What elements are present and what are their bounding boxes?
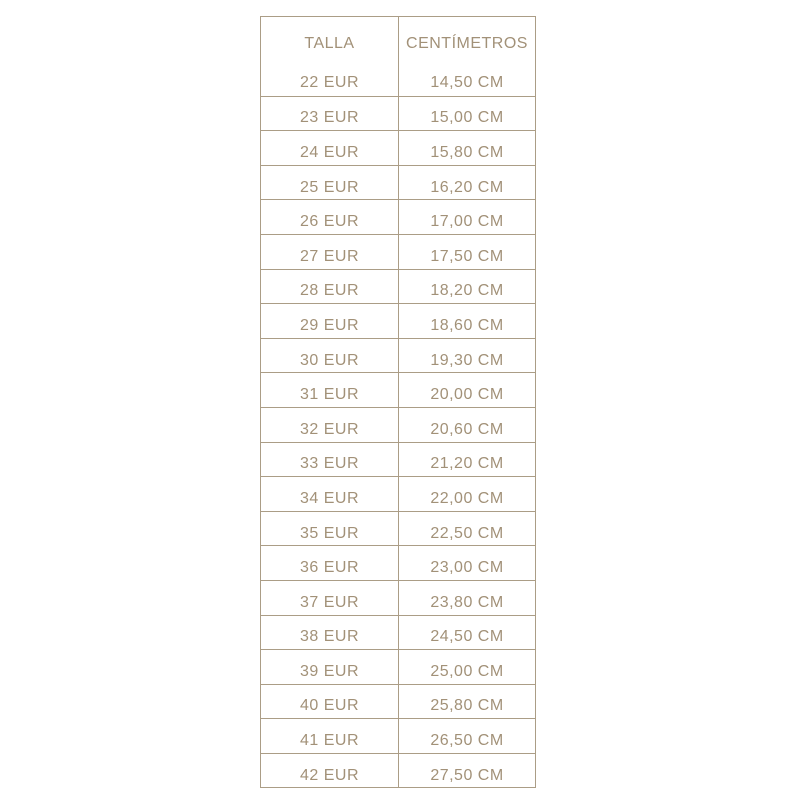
size-cell: 40 EUR [261, 685, 399, 719]
table-row [261, 96, 535, 131]
cm-cell: 22,00 CM [430, 489, 504, 507]
cm-cell: 17,00 CM [430, 213, 504, 231]
size-cell: 24 EUR [261, 131, 399, 165]
cm-cell: 14,50 CM [430, 74, 504, 92]
table-body [261, 61, 535, 787]
cm-cell: 24,50 CM [430, 628, 504, 646]
size-cell: 31 EUR [261, 373, 399, 407]
table-row [261, 649, 535, 684]
table-row [261, 199, 535, 234]
size-cell: 30 EUR [261, 339, 399, 373]
size-cell: 34 EUR [261, 477, 399, 511]
table-row [261, 130, 535, 165]
size-cell: 26 EUR [261, 200, 399, 234]
cm-cell: 22,50 CM [430, 524, 504, 542]
cm-cell: 25,80 CM [430, 697, 504, 715]
size-cell: 33 EUR [261, 443, 399, 477]
table-row [261, 303, 535, 338]
table-row [261, 407, 535, 442]
cm-cell: 17,50 CM [430, 247, 504, 265]
size-cell: 25 EUR [261, 166, 399, 200]
size-cell: 42 EUR [261, 754, 399, 788]
table-row [261, 753, 535, 788]
column-header-talla: TALLA [261, 17, 399, 61]
table-row [261, 372, 535, 407]
size-cell: 37 EUR [261, 581, 399, 615]
table-header-row [261, 17, 535, 61]
table-row [261, 338, 535, 373]
column-header-centimetros: CENTÍMETROS [406, 35, 528, 52]
cm-cell: 27,50 CM [430, 766, 504, 784]
table-row [261, 165, 535, 200]
table-row [261, 718, 535, 753]
cm-cell: 20,00 CM [430, 386, 504, 404]
cm-cell: 23,00 CM [430, 559, 504, 577]
table-row [261, 234, 535, 269]
table-row [261, 545, 535, 580]
size-cell: 29 EUR [261, 304, 399, 338]
table-row [261, 684, 535, 719]
cm-cell: 26,50 CM [430, 732, 504, 750]
cm-cell: 18,20 CM [430, 282, 504, 300]
size-cell: 32 EUR [261, 408, 399, 442]
size-cell: 41 EUR [261, 719, 399, 753]
cm-cell: 21,20 CM [430, 455, 504, 473]
cm-cell: 16,20 CM [430, 178, 504, 196]
table-row [261, 580, 535, 615]
size-cell: 22 EUR [261, 61, 399, 96]
size-cell: 27 EUR [261, 235, 399, 269]
table-row [261, 511, 535, 546]
cm-cell: 18,60 CM [430, 316, 504, 334]
table-row [261, 442, 535, 477]
cm-cell: 19,30 CM [430, 351, 504, 369]
cm-cell: 25,00 CM [430, 662, 504, 680]
cm-cell: 23,80 CM [430, 593, 504, 611]
size-cell: 23 EUR [261, 97, 399, 131]
table-row [261, 476, 535, 511]
size-cell: 36 EUR [261, 546, 399, 580]
size-cell: 38 EUR [261, 616, 399, 650]
cm-cell: 15,80 CM [430, 143, 504, 161]
size-cell: 28 EUR [261, 270, 399, 304]
table-row [261, 61, 535, 96]
size-conversion-table [260, 16, 536, 788]
table-row [261, 615, 535, 650]
cm-cell: 20,60 CM [430, 420, 504, 438]
size-cell: 39 EUR [261, 650, 399, 684]
table-row [261, 269, 535, 304]
size-cell: 35 EUR [261, 512, 399, 546]
cm-cell: 15,00 CM [430, 109, 504, 127]
